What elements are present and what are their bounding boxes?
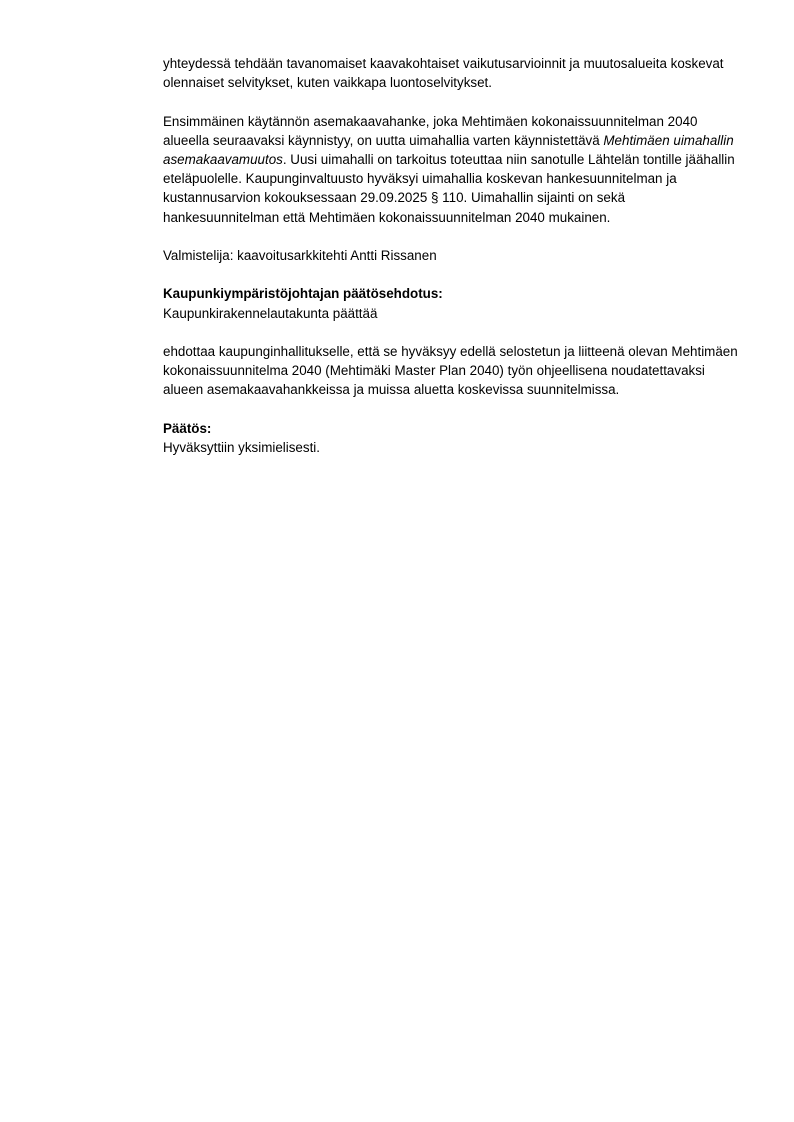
proposal-body: ehdottaa kaupunginhallitukselle, että se hyväksyy edellä selostetun ja liitteenä olevan Mehtimäen kokonaissuunnitelma 2040 (Mehtimäki Master Plan 2040) työn ohjeellisena noudatettavaksi alueen asemakaavahankkeissa ja muissa aluetta koskevissa suunnitelmissa. <box>163 343 738 398</box>
decision-heading: Päätös: <box>163 420 212 436</box>
first-project-emphasis: Mehtimäen uimahallin asemakaavamuutos <box>163 132 734 167</box>
decision-section <box>163 419 743 457</box>
document-page <box>163 54 743 457</box>
proposal-heading: Kaupunkiympäristöjohtajan päätösehdotus: <box>163 286 443 302</box>
first-project-paragraph <box>163 112 743 227</box>
intro-paragraph: yhteydessä tehdään tavanomaiset kaavakohtaiset vaikutusarvioinnit ja muutosalueita koskevat olennaiset selvitykset, kuten vaikkapa luontoselvitykset. <box>163 56 724 91</box>
proposal-section <box>163 284 743 322</box>
first-project-text-after: . Uusi uimahalli on tarkoitus toteuttaa niin sanotulle Lähtelän tontille jäähallin eteläpuolelle. Kaupunginvaltuusto hyväksyi uimahallia koskevan hankesuunnitelman ja kustannusarvion kokouksessaan 29.09.2025 § 110. Uimahallin sijainti on sekä hankesuunnitelman että Mehtimäen kokonaissuunnitelman 2040 mukainen. <box>163 152 735 225</box>
first-project-text-before: Ensimmäinen käytännön asemakaavahanke, joka Mehtimäen kokonaissuunnitelman 2040 alueella seuraavaksi käynnistyy, on uutta uimahallia varten käynnistettävä <box>163 113 698 148</box>
decision-text: Hyväksyttiin yksimielisesti. <box>163 439 320 455</box>
proposal-text: Kaupunkirakennelautakunta päättää <box>163 305 378 321</box>
preparer-line: Valmistelija: kaavoitusarkkitehti Antti Rissanen <box>163 248 437 263</box>
